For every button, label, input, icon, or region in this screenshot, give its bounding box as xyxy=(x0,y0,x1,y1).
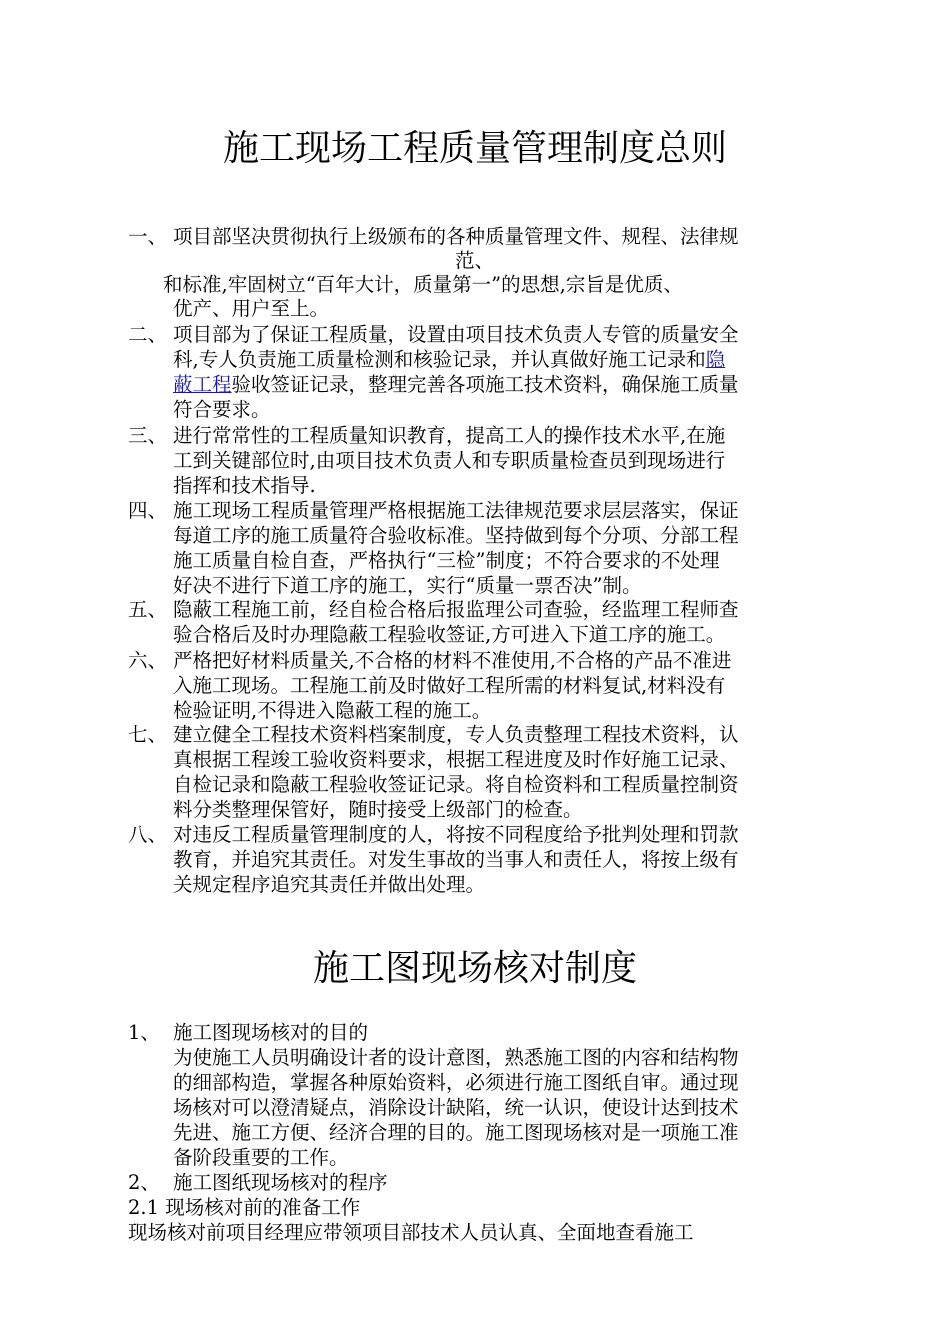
item-text: 指挥和技术指导. xyxy=(173,474,316,497)
subheading: 施工图现场核对的目的 xyxy=(173,1021,369,1044)
item-number: 四、 xyxy=(128,499,168,522)
paragraph-line: 为使施工人员明确设计者的设计意图，熟悉施工图的内容和结构物 xyxy=(173,1046,739,1069)
item-text: 关规定程序追究其责任并做出处理。 xyxy=(173,873,486,896)
item-text: 真根据工程竣工验收资料要求，根据工程进度及时作好施工记录、 xyxy=(173,748,739,771)
item-number: 五、 xyxy=(128,598,168,621)
item-text: 验合格后及时办理隐蔽工程验收签证,方可进入下道工序的施工。 xyxy=(173,623,726,646)
item-number: 二、 xyxy=(128,323,168,346)
item-text: 料分类整理保管好，随时接受上级部门的检查。 xyxy=(173,798,583,821)
item-text: 对违反工程质量管理制度的人，将按不同程度给予批判处理和罚款 xyxy=(173,823,739,846)
item-text xyxy=(173,348,725,372)
paragraph-line: 场核对可以澄清疑点，消除设计缺陷，统一认识，使设计达到技术 xyxy=(173,1096,739,1119)
item-text: 隐蔽工程施工前，经自检合格后报监理公司查验，经监理工程师查 xyxy=(173,598,739,621)
item-text: 符合要求。 xyxy=(173,398,271,421)
paragraph-line: 备阶段重要的工作。 xyxy=(173,1146,349,1169)
subheading: 施工图纸现场核对的程序 xyxy=(173,1171,388,1194)
item-text: 范、 xyxy=(455,249,495,272)
item-text: 施工现场工程质量管理严格根据施工法律规范要求层层落实，保证 xyxy=(173,499,739,522)
item-text: 进行常常性的工程质量知识教育，提高工人的操作技术水平,在施 xyxy=(173,424,726,447)
item-number: 八、 xyxy=(128,823,168,846)
item-text: 施工质量自检自查，严格执行“三检”制度；不符合要求的不处理 xyxy=(173,549,720,572)
item-text: 建立健全工程技术资料档案制度，专人负责整理工程技术资料，认 xyxy=(173,723,739,746)
section1-title: 施工现场工程质量管理制度总则 xyxy=(222,128,727,169)
hidden-works-link[interactable]: 隐 xyxy=(705,348,726,371)
item-text-part: 科,专人负责施工质量检测和核验记录，并认真做好施工记录和 xyxy=(173,348,706,371)
item-text: 入施工现场。工程施工前及时做好工程所需的材料复试,材料没有 xyxy=(173,674,726,697)
subsection-heading: 2.1 现场核对前的准备工作 xyxy=(128,1196,361,1219)
paragraph-line: 现场核对前项目经理应带领项目部技术人员认真、全面地查看施工 xyxy=(128,1221,694,1244)
hidden-works-link[interactable]: 蔽工程 xyxy=(173,373,232,396)
item-text: 好决不进行下道工序的施工，实行“质量一票否决”制。 xyxy=(173,574,642,597)
item-text: 教育，并追究其责任。对发生事故的当事人和责任人，将按上级有 xyxy=(173,848,739,871)
item-number: 六、 xyxy=(128,649,168,672)
section2-title: 施工图现场核对制度 xyxy=(312,948,637,989)
item-text: 项目部为了保证工程质量，设置由项目技术负责人专管的质量安全 xyxy=(173,323,739,346)
item-text: 优产、用户至上。 xyxy=(173,297,330,320)
item-text: 每道工序的施工质量符合验收标准。坚持做到每个分项、分部工程 xyxy=(173,524,739,547)
paragraph-line: 的细部构造，掌握各种原始资料，必须进行施工图纸自审。通过现 xyxy=(173,1071,739,1094)
item-text-part: 验收签证记录，整理完善各项施工技术资料，确保施工质量 xyxy=(231,373,739,396)
item-text: 和标准,牢固树立“百年大计，质量第一”的思想,宗旨是优质、 xyxy=(163,273,683,296)
item-number: 三、 xyxy=(128,424,168,447)
item-text: 工到关键部位时,由项目技术负责人和专职质量检查员到现场进行 xyxy=(173,449,726,472)
item-text: 项目部坚决贯彻执行上级颁布的各种质量管理文件、规程、法律规 xyxy=(173,225,739,248)
item-number: 2、 xyxy=(128,1171,160,1194)
item-number: 一、 xyxy=(128,225,168,248)
item-text xyxy=(173,373,739,397)
item-text: 严格把好材料质量关,不合格的材料不准使用,不合格的产品不准进 xyxy=(173,649,732,672)
item-text: 检验证明,不得进入隐蔽工程的施工。 xyxy=(173,699,492,722)
item-text: 自检记录和隐蔽工程验收签证记录。将自检资料和工程质量控制资 xyxy=(173,773,739,796)
item-number: 七、 xyxy=(128,723,168,746)
paragraph-line: 先进、施工方便、经济合理的目的。施工图现场核对是一项施工准 xyxy=(173,1121,739,1144)
item-number: 1、 xyxy=(128,1021,160,1044)
